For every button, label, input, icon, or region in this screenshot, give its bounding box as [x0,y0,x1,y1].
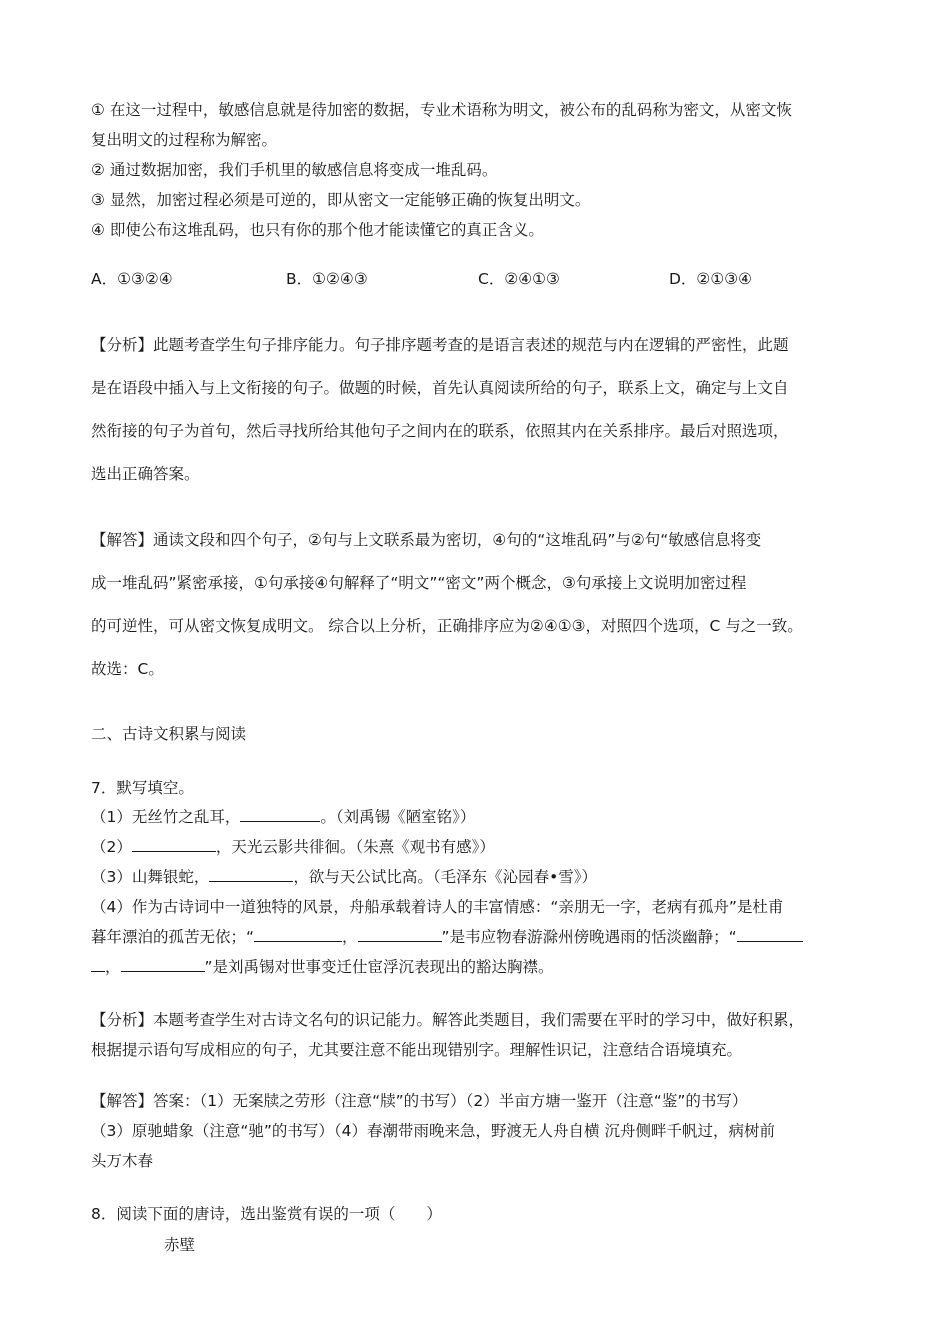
fill-blank[interactable] [91,956,105,972]
answer-1-line-2: 成一堆乱码”紧密承接，①句承接④句解释了“明文”“密文”两个概念，③句承接上文说明加密过程 [91,574,747,592]
item-4-text-d: ， [105,958,121,976]
option-a: A．①③②④ [91,270,173,288]
sentence-2: ② 通过数据加密，我们手机里的敏感信息将变成一堆乱码。 [91,161,498,179]
item-1-prefix: （1）无丝竹之乱耳， [91,808,241,826]
option-c: C．②④①③ [478,270,560,288]
analysis-1-line-2: 是在语段中插入与上文衔接的句子。做题的时候，首先认真阅读所给的句子，联系上文，确定与上文自 [91,379,789,397]
sentence-1-line-2: 复出明文的过程称为解密。 [91,131,278,149]
answer-2-line-1: 【解答】答案：（1）无案牍之劳形（注意“牍”的书写）（2）半亩方塘一鉴开（注意“鉴”的书写） [91,1092,748,1110]
item-2-suffix: ，天光云影共徘徊。（朱熹《观书有感》） [215,838,495,856]
analysis-2-line-2: 根据提示语句写成相应的句子，尤其要注意不能出现错别字。理解性识记，注意结合语境填充。 [91,1041,743,1059]
analysis-2-line-1: 【分析】本题考查学生对古诗文名句的识记能力。解答此类题目，我们需要在平时的学习中，做好积累， [91,1011,805,1029]
option-b: B．①②④③ [286,270,368,288]
question-7-item-4-line-1: （4）作为古诗词中一道独特的风景，舟船承载着诗人的丰富情感：“亲朋无一字，老病有孤舟”是杜甫 [91,898,784,916]
analysis-1-line-3: 然衔接的句子为首句，然后寻找所给其他句子之间内在的联系，依照其内在关系排序。最后对照选项， [91,422,789,440]
fill-blank[interactable] [358,926,442,942]
sentence-3: ③ 显然，加密过程必须是可逆的，即从密文一定能够正确的恢复出明文。 [91,191,591,209]
answer-1-line-3: 的可逆性，可从密文恢复成明文。 综合以上分析，正确排序应为②④①③，对照四个选项，C 与之一致。 [91,617,803,635]
item-4-text-a: 暮年漂泊的孤苦无依；“ [91,928,255,946]
analysis-1-line-4: 选出正确答案。 [91,465,200,483]
question-7-item-4-line-2 [91,926,803,948]
item-3-suffix: ，欲与天公试比高。（毛泽东《沁园春•雪》） [293,868,598,886]
option-d: D．②①③④ [669,270,753,288]
question-7-title: 7．默写填空。 [91,779,194,797]
fill-blank[interactable] [132,836,216,852]
fill-blank[interactable] [737,926,803,942]
fill-blank[interactable] [121,956,205,972]
section-title: 二、古诗文积累与阅读 [91,725,247,743]
question-7-item-3 [91,866,597,888]
fill-blank[interactable] [254,926,342,942]
fill-blank[interactable] [240,806,320,822]
item-4-text-b: ， [342,928,358,946]
item-4-text-c: ”是韦应物春游滁州傍晚遇雨的恬淡幽静；“ [441,928,737,946]
analysis-1-line-1: 【分析】此题考查学生句子排序能力。句子排序题考查的是语言表述的规范与内在逻辑的严密性，此题 [91,336,789,354]
item-2-prefix: （2） [91,838,132,856]
sentence-4: ④ 即使公布这堆乱码，也只有你的那个他才能读懂它的真正含义。 [91,221,544,239]
answer-1-line-1: 【解答】通读文段和四个句子，②句与上文联系最为密切，④句的“这堆乱码”与②句“敏感信息将变 [91,531,762,549]
poem-title: 赤壁 [164,1236,196,1254]
question-7-item-2 [91,836,495,858]
answer-2-line-3: 头万木春 [91,1152,154,1170]
item-1-suffix: 。（刘禹锡《陋室铭》） [320,808,476,826]
fill-blank[interactable] [209,866,293,882]
sentence-1-line-1: ① 在这一过程中，敏感信息就是待加密的数据，专业术语称为明文，被公布的乱码称为密文，从密文恢 [91,101,792,119]
question-8-title: 8．阅读下面的唐诗，选出鉴赏有误的一项（ ） [91,1205,442,1223]
item-3-prefix: （3）山舞银蛇， [91,868,210,886]
answer-1-line-4: 故选：C。 [91,660,164,678]
question-7-item-1 [91,806,475,828]
answer-2-line-2: （3）原驰蜡象（注意“驰”的书写）（4）春潮带雨晚来急，野渡无人舟自横 沉舟侧畔千帆过，病树前 [91,1122,775,1140]
item-4-text-e: ”是刘禹锡对世事变迁仕宦浮沉表现出的豁达胸襟。 [204,958,554,976]
question-7-item-4-line-3 [91,956,554,978]
